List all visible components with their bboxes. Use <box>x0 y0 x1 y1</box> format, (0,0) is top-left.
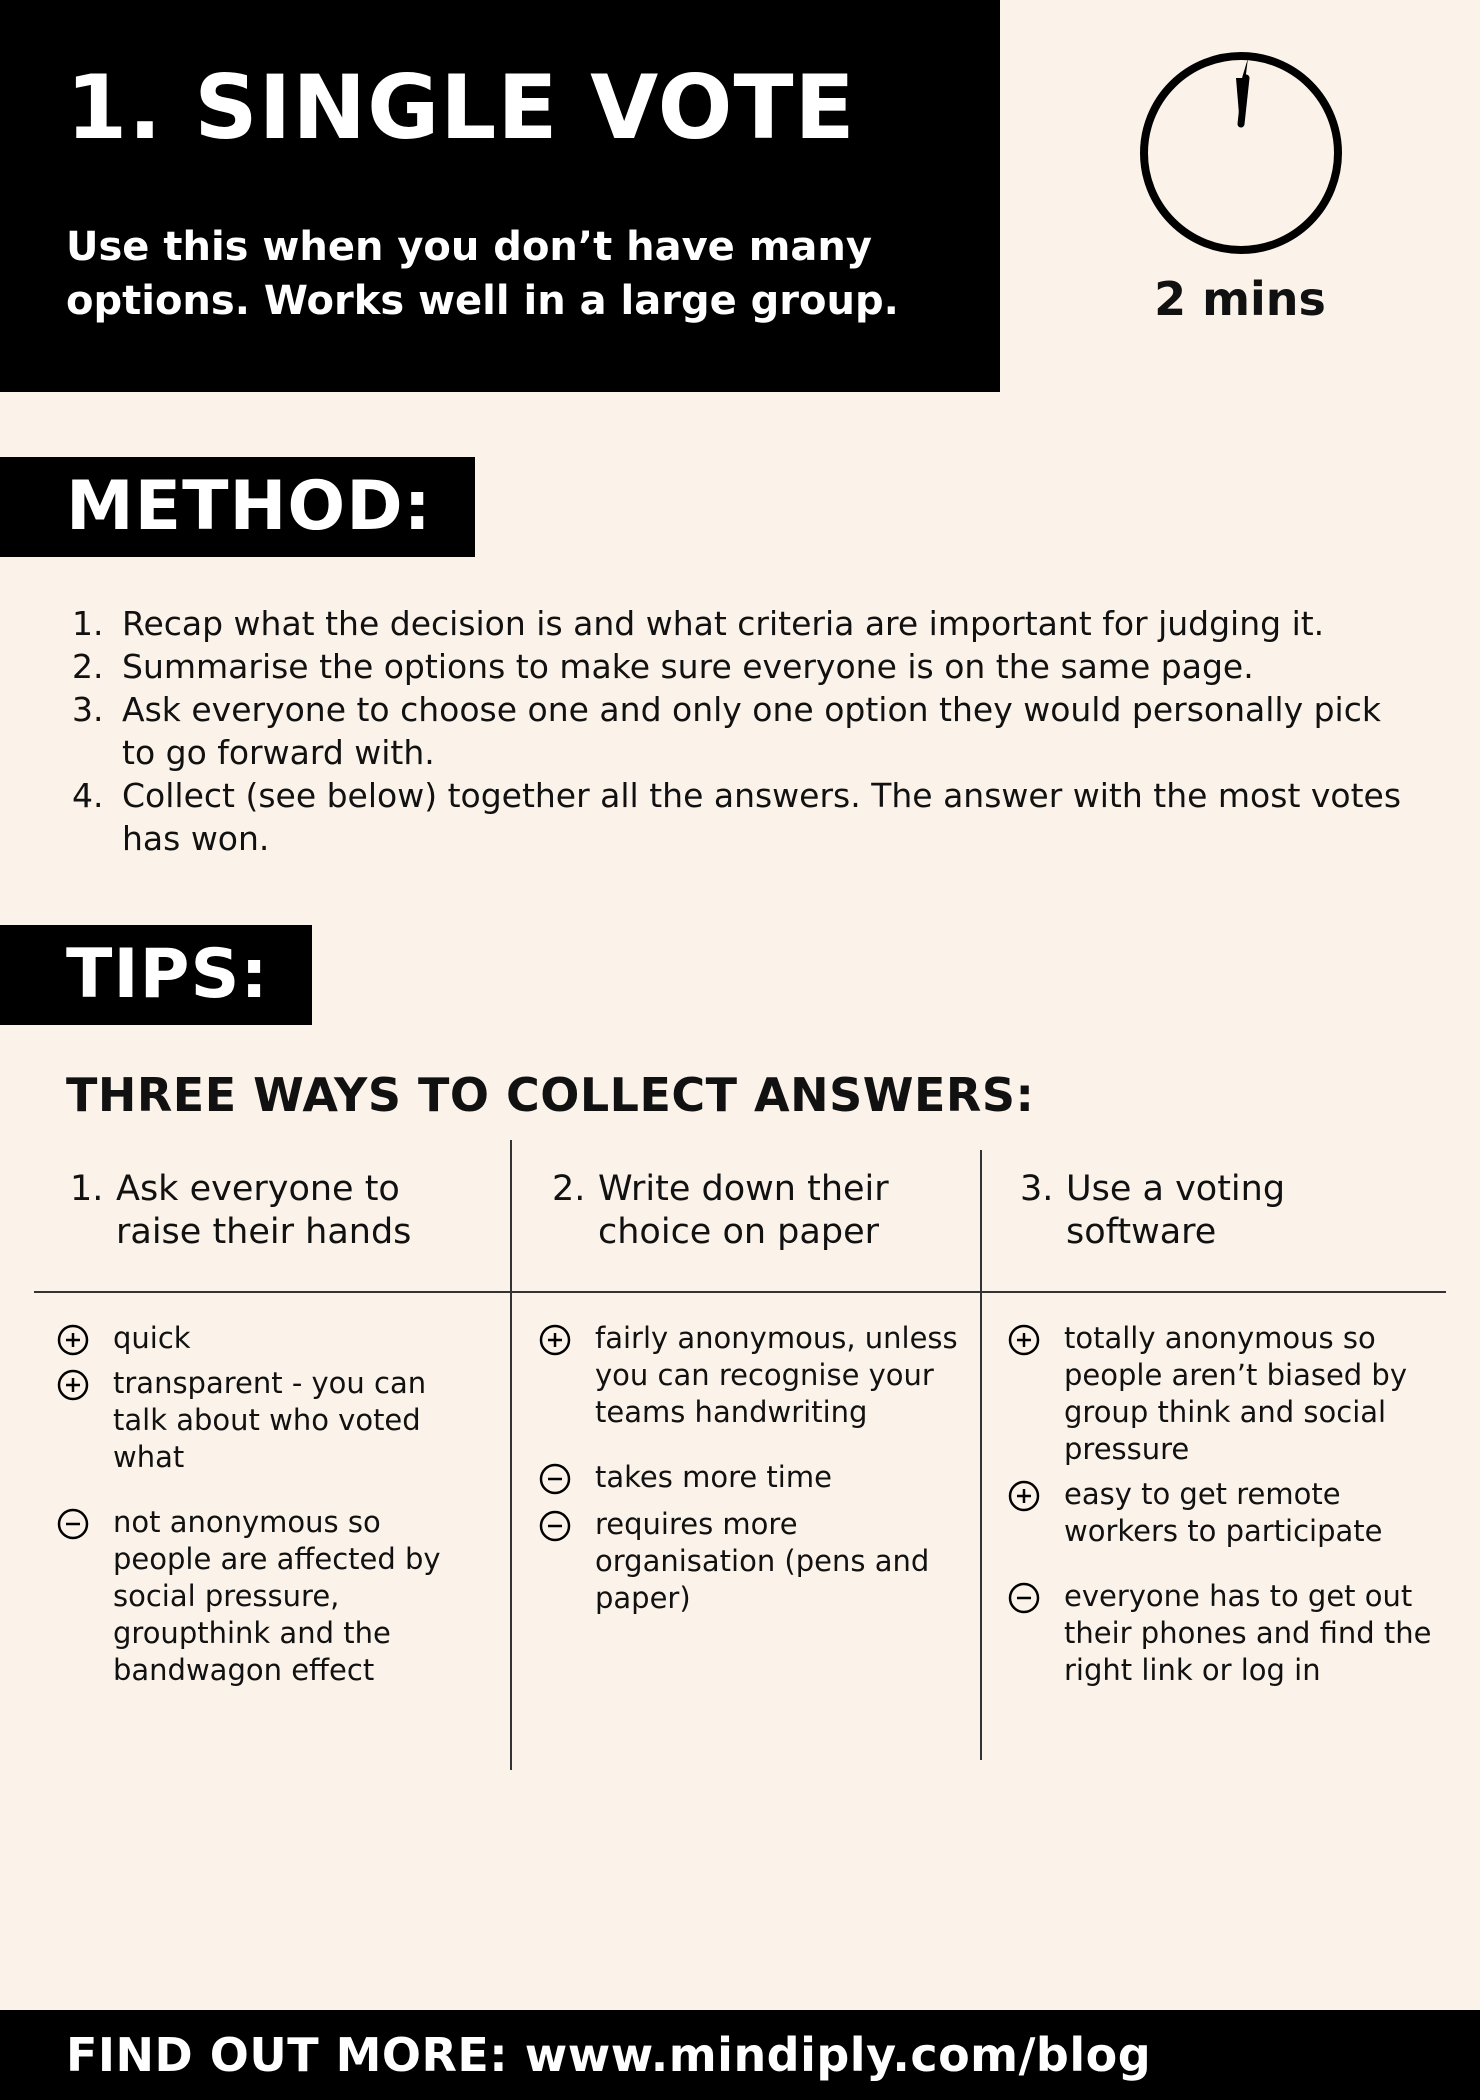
header-block <box>0 0 1000 392</box>
list-item: fairly anonymous, unless you can recognise your teams handwriting <box>539 1320 959 1431</box>
column-divider <box>510 1140 512 1770</box>
method-steps <box>72 602 1422 860</box>
minus-circle-icon <box>539 1510 571 1542</box>
list-item: easy to get remote workers to participate <box>1008 1476 1438 1550</box>
plus-circle-icon <box>539 1324 571 1356</box>
method-step: 1. Recap what the decision is and what criteria are important for judging it. <box>72 604 1325 643</box>
list-item: requires more organisation (pens and paper) <box>539 1506 959 1617</box>
footer-link[interactable]: www.mindiply.com/blog <box>524 2028 1152 2082</box>
tips-label: TIPS: <box>0 925 312 1025</box>
page-title: 1. SINGLE VOTE <box>66 56 856 159</box>
column-2-heading: 2. Write down their choice on paper <box>552 1169 889 1252</box>
minus-circle-icon <box>1008 1582 1040 1614</box>
column-2-list <box>539 1320 959 1617</box>
column-3-list <box>1008 1320 1438 1689</box>
table-divider <box>34 1291 1446 1293</box>
method-label: METHOD: <box>0 457 475 557</box>
footer-label: FIND OUT MORE: <box>66 2028 509 2082</box>
list-item: totally anonymous so people aren’t biased by group think and social pressure <box>1008 1320 1438 1468</box>
list-item: takes more time <box>539 1459 959 1496</box>
list-item: transparent - you can talk about who voted what <box>57 1365 477 1476</box>
minus-circle-icon <box>539 1463 571 1495</box>
minus-circle-icon <box>57 1508 89 1540</box>
list-item: not anonymous so people are affected by social pressure, groupthink and the bandwagon effect <box>57 1504 477 1689</box>
footer <box>0 2010 1480 2100</box>
method-step: 3. Ask everyone to choose one and only one option they would personally pick to go forward with. <box>72 690 1381 772</box>
method-step: 2. Summarise the options to make sure everyone is on the same page. <box>72 647 1254 686</box>
column-divider <box>980 1150 982 1760</box>
clock-icon <box>1138 50 1344 256</box>
method-step: 4. Collect (see below) together all the answers. The answer with the most votes has won. <box>72 776 1402 858</box>
plus-circle-icon <box>1008 1324 1040 1356</box>
page-subtitle: Use this when you don’t have many options. Works well in a large group. <box>66 224 899 324</box>
timer-label: 2 mins <box>1154 272 1326 326</box>
list-item: quick <box>57 1320 477 1357</box>
column-1-list <box>57 1320 477 1689</box>
plus-circle-icon <box>57 1324 89 1356</box>
column-3-heading: 3. Use a voting software <box>1020 1169 1286 1252</box>
column-1-heading: 1. Ask everyone to raise their hands <box>70 1169 412 1252</box>
plus-circle-icon <box>57 1369 89 1401</box>
collect-heading: THREE WAYS TO COLLECT ANSWERS: <box>66 1068 1035 1122</box>
list-item: everyone has to get out their phones and find the right link or log in <box>1008 1578 1438 1689</box>
plus-circle-icon <box>1008 1480 1040 1512</box>
